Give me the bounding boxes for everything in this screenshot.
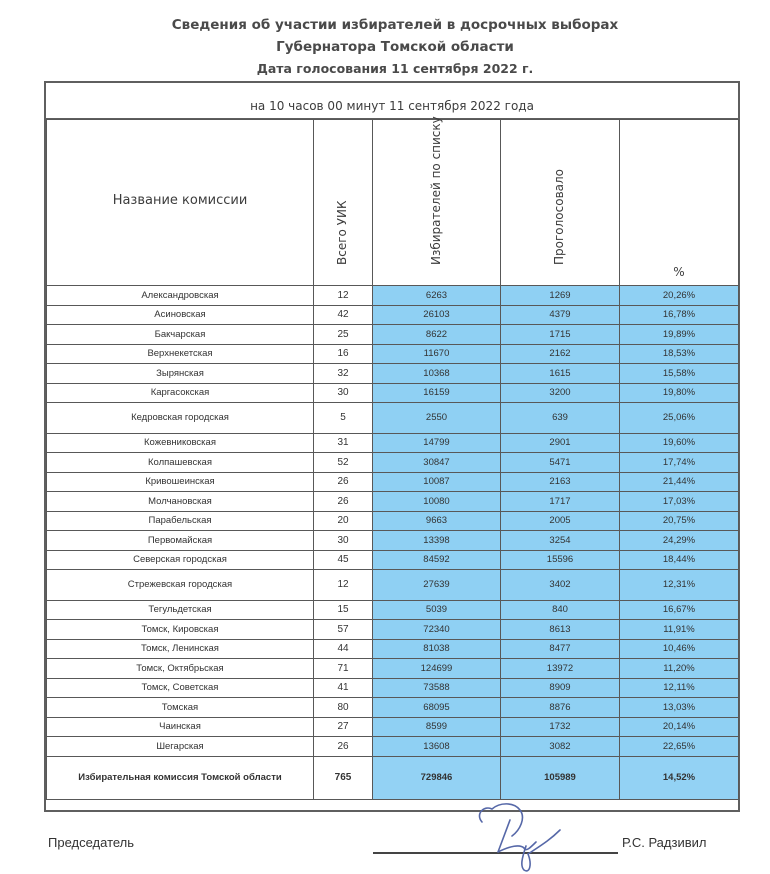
table-row bbox=[47, 433, 739, 453]
voted-count: 8477 bbox=[501, 639, 620, 659]
commission-name: Томск, Ленинская bbox=[47, 639, 314, 659]
voters-count: 73588 bbox=[373, 678, 501, 698]
table-header-row bbox=[47, 120, 739, 286]
table-row bbox=[47, 737, 739, 757]
voted-count: 639 bbox=[501, 403, 620, 434]
column-header-uik-label: Всего УИК bbox=[335, 200, 349, 265]
total-voters: 729846 bbox=[373, 756, 501, 799]
voters-count: 2550 bbox=[373, 403, 501, 434]
commission-name: Каргасокская bbox=[47, 383, 314, 403]
column-header-name bbox=[47, 120, 314, 286]
commission-name: Томск, Кировская bbox=[47, 620, 314, 640]
table-row bbox=[47, 453, 739, 473]
commission-name: Бакчарская bbox=[47, 325, 314, 345]
column-header-percent-label: % bbox=[673, 265, 685, 279]
voted-count: 5471 bbox=[501, 453, 620, 473]
voted-count: 2163 bbox=[501, 472, 620, 492]
voted-count: 2005 bbox=[501, 511, 620, 531]
table-row bbox=[47, 344, 739, 364]
voters-count: 10087 bbox=[373, 472, 501, 492]
table-row bbox=[47, 550, 739, 570]
uik-count: 44 bbox=[314, 639, 373, 659]
voters-count: 30847 bbox=[373, 453, 501, 473]
voted-count: 840 bbox=[501, 600, 620, 620]
voters-count: 10368 bbox=[373, 364, 501, 384]
turnout-percent: 25,06% bbox=[620, 403, 739, 434]
uik-count: 42 bbox=[314, 305, 373, 325]
voters-count: 14799 bbox=[373, 433, 501, 453]
voters-count: 11670 bbox=[373, 344, 501, 364]
document-title: Сведения об участии избирателей в досрочных выборах bbox=[171, 17, 619, 33]
turnout-percent: 20,14% bbox=[620, 717, 739, 737]
uik-count: 30 bbox=[314, 383, 373, 403]
voted-count: 8876 bbox=[501, 698, 620, 718]
commission-name: Чаинская bbox=[47, 717, 314, 737]
table-row bbox=[47, 364, 739, 384]
table-row bbox=[47, 531, 739, 551]
turnout-percent: 10,46% bbox=[620, 639, 739, 659]
turnout-percent: 21,44% bbox=[620, 472, 739, 492]
uik-count: 26 bbox=[314, 492, 373, 512]
turnout-percent: 15,58% bbox=[620, 364, 739, 384]
table-row bbox=[47, 305, 739, 325]
column-header-voted bbox=[501, 120, 620, 286]
uik-count: 41 bbox=[314, 678, 373, 698]
commission-name: Стрежевская городская bbox=[47, 570, 314, 601]
uik-count: 20 bbox=[314, 511, 373, 531]
voters-count: 8599 bbox=[373, 717, 501, 737]
table-row bbox=[47, 383, 739, 403]
total-percent: 14,52% bbox=[620, 756, 739, 799]
voters-count: 10080 bbox=[373, 492, 501, 512]
voted-count: 8909 bbox=[501, 678, 620, 698]
voters-count: 9663 bbox=[373, 511, 501, 531]
table-row bbox=[47, 403, 739, 434]
total-uik: 765 bbox=[314, 756, 373, 799]
uik-count: 5 bbox=[314, 403, 373, 434]
table-row bbox=[47, 659, 739, 679]
uik-count: 25 bbox=[314, 325, 373, 345]
turnout-percent: 16,78% bbox=[620, 305, 739, 325]
voters-count: 16159 bbox=[373, 383, 501, 403]
uik-count: 57 bbox=[314, 620, 373, 640]
table-row bbox=[47, 511, 739, 531]
table-row bbox=[47, 325, 739, 345]
voters-count: 81038 bbox=[373, 639, 501, 659]
turnout-percent: 12,31% bbox=[620, 570, 739, 601]
turnout-percent: 19,60% bbox=[620, 433, 739, 453]
commission-name: Тегульдетская bbox=[47, 600, 314, 620]
column-header-voters bbox=[373, 116, 501, 286]
voted-count: 3082 bbox=[501, 737, 620, 757]
voters-count: 72340 bbox=[373, 620, 501, 640]
uik-count: 32 bbox=[314, 364, 373, 384]
turnout-percent: 17,74% bbox=[620, 453, 739, 473]
table-row bbox=[47, 698, 739, 718]
voters-count: 68095 bbox=[373, 698, 501, 718]
voters-count: 6263 bbox=[373, 286, 501, 306]
table-row bbox=[47, 472, 739, 492]
turnout-percent: 11,20% bbox=[620, 659, 739, 679]
voters-count: 27639 bbox=[373, 570, 501, 601]
voted-count: 1732 bbox=[501, 717, 620, 737]
commission-name: Томская bbox=[47, 698, 314, 718]
turnout-percent: 11,91% bbox=[620, 620, 739, 640]
voters-count: 84592 bbox=[373, 550, 501, 570]
turnout-percent: 20,26% bbox=[620, 286, 739, 306]
document-subtitle: Губернатора Томской области bbox=[276, 39, 514, 55]
column-header-voters-label: Избирателей по списку bbox=[428, 116, 443, 265]
voted-count: 1615 bbox=[501, 364, 620, 384]
total-voted: 105989 bbox=[501, 756, 620, 799]
uik-count: 80 bbox=[314, 698, 373, 718]
commission-name: Томск, Октябрьская bbox=[47, 659, 314, 679]
uik-count: 12 bbox=[314, 570, 373, 601]
commission-name: Парабельская bbox=[47, 511, 314, 531]
uik-count: 12 bbox=[314, 286, 373, 306]
uik-count: 26 bbox=[314, 737, 373, 757]
turnout-table bbox=[46, 116, 739, 800]
turnout-percent: 20,75% bbox=[620, 511, 739, 531]
commission-name: Александровская bbox=[47, 286, 314, 306]
voted-count: 4379 bbox=[501, 305, 620, 325]
voted-count: 2901 bbox=[501, 433, 620, 453]
voted-count: 15596 bbox=[501, 550, 620, 570]
turnout-percent: 18,53% bbox=[620, 344, 739, 364]
commission-name: Верхнекетская bbox=[47, 344, 314, 364]
commission-name: Колпашевская bbox=[47, 453, 314, 473]
uik-count: 26 bbox=[314, 472, 373, 492]
voted-count: 13972 bbox=[501, 659, 620, 679]
table-row bbox=[47, 717, 739, 737]
turnout-percent: 22,65% bbox=[620, 737, 739, 757]
voted-count: 8613 bbox=[501, 620, 620, 640]
voters-count: 13608 bbox=[373, 737, 501, 757]
voted-count: 3200 bbox=[501, 383, 620, 403]
table-row bbox=[47, 492, 739, 512]
turnout-percent: 19,80% bbox=[620, 383, 739, 403]
signatory-name: Р.С. Радзивил bbox=[622, 835, 707, 850]
commission-name: Асиновская bbox=[47, 305, 314, 325]
turnout-table-frame bbox=[44, 81, 740, 812]
table-row bbox=[47, 639, 739, 659]
voters-count: 26103 bbox=[373, 305, 501, 325]
uik-count: 30 bbox=[314, 531, 373, 551]
chairman-label: Председатель bbox=[48, 835, 135, 850]
commission-name: Молчановская bbox=[47, 492, 314, 512]
commission-name: Зырянская bbox=[47, 364, 314, 384]
table-row bbox=[47, 678, 739, 698]
commission-name: Первомайская bbox=[47, 531, 314, 551]
uik-count: 71 bbox=[314, 659, 373, 679]
column-header-voted-label: Проголосовало bbox=[552, 168, 566, 265]
column-header-name-label: Название комиссии bbox=[112, 193, 248, 208]
commission-name: Кожевниковская bbox=[47, 433, 314, 453]
turnout-percent: 13,03% bbox=[620, 698, 739, 718]
voters-count: 5039 bbox=[373, 600, 501, 620]
voted-count: 3402 bbox=[501, 570, 620, 601]
uik-count: 52 bbox=[314, 453, 373, 473]
voted-count: 3254 bbox=[501, 531, 620, 551]
table-row bbox=[47, 570, 739, 601]
column-header-uik bbox=[314, 120, 373, 286]
table-row bbox=[47, 600, 739, 620]
voted-count: 1269 bbox=[501, 286, 620, 306]
uik-count: 15 bbox=[314, 600, 373, 620]
turnout-percent: 12,11% bbox=[620, 678, 739, 698]
voted-count: 1717 bbox=[501, 492, 620, 512]
column-header-percent bbox=[620, 120, 739, 286]
turnout-percent: 19,89% bbox=[620, 325, 739, 345]
time-label: на 10 часов 00 минут 11 сентября 2022 года bbox=[46, 83, 738, 120]
commission-name: Северская городская bbox=[47, 550, 314, 570]
voted-count: 2162 bbox=[501, 344, 620, 364]
uik-count: 45 bbox=[314, 550, 373, 570]
turnout-percent: 17,03% bbox=[620, 492, 739, 512]
table-row bbox=[47, 286, 739, 306]
turnout-percent: 18,44% bbox=[620, 550, 739, 570]
total-row bbox=[47, 756, 739, 799]
turnout-percent: 24,29% bbox=[620, 531, 739, 551]
commission-name: Кедровская городская bbox=[47, 403, 314, 434]
voters-count: 13398 bbox=[373, 531, 501, 551]
uik-count: 27 bbox=[314, 717, 373, 737]
commission-name: Шегарская bbox=[47, 737, 314, 757]
commission-name: Кривошеинская bbox=[47, 472, 314, 492]
total-name: Избирательная комиссия Томской области bbox=[47, 756, 314, 799]
commission-name: Томск, Советская bbox=[47, 678, 314, 698]
uik-count: 16 bbox=[314, 344, 373, 364]
voted-count: 1715 bbox=[501, 325, 620, 345]
turnout-percent: 16,67% bbox=[620, 600, 739, 620]
voting-date: Дата голосования 11 сентября 2022 г. bbox=[256, 61, 534, 76]
voters-count: 124699 bbox=[373, 659, 501, 679]
uik-count: 31 bbox=[314, 433, 373, 453]
signature-icon bbox=[470, 800, 580, 874]
voters-count: 8622 bbox=[373, 325, 501, 345]
table-row bbox=[47, 620, 739, 640]
